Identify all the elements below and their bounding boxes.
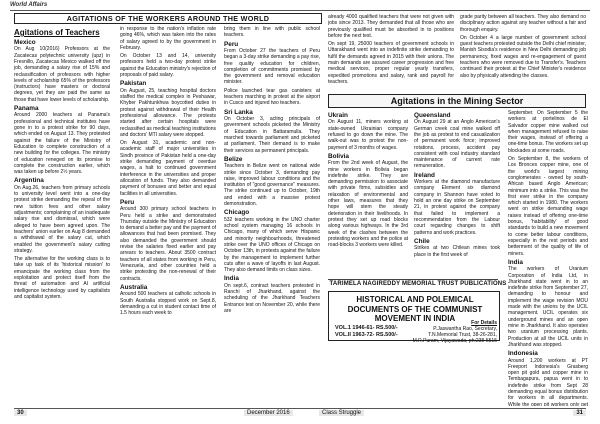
ad-title: HISTORICAL AND POLEMICAL DOCUMENTS OF THE COMMUNIST MOVEMENT IN INDIA: [347, 295, 483, 323]
ad-contact-addr1: T.N.Memorial Trust, 38-26-281,: [428, 332, 497, 338]
page-number-left: 30: [14, 410, 27, 416]
article-paragraph: Teachers in Belize went on national wide strike since October 3, demanding pay raise, improved labour conditions and the institution of "good governance" measures. The strike continued up to October, 19th and ended with a massive protest demonstration.: [224, 163, 320, 208]
ad-vol-1: VOL.1 1946-61- RS.500/-: [335, 325, 398, 331]
article-heading: Indonesia: [508, 350, 538, 358]
divider: [328, 279, 498, 280]
article-heading: Agitations of Teachers: [14, 28, 100, 37]
article-paragraph: From the 2nd week of August, the mine workers in Bolivia began indefinite strike. They are demanding permission to associate with private firms, subsidies and relaxation of environmental and other laws, measures that they hope will stem the steady deterioration in their livelihoods. In protest they set up road blocks along various highways. In the 3rd week of the clashes between the protesting workers and the police at road-blocks 3 workers were killed.: [328, 160, 408, 249]
article-paragraph: grade parity between all teachers. They also demand no disciplinary action against any teacher without a fair and thorough enquiry.: [460, 14, 586, 33]
column-6: [328, 110, 408, 280]
column-3: [224, 26, 320, 406]
article-heading: Sri Lanka: [224, 108, 253, 116]
article-paragraph: On October 4 a large number of government school guest teachers protested outside the Delhi chief minister, Manish Sisodia's residence in New Delhi demanding job permanency, fixed wages and re-engagement of guest teachers who were removed due to Transfer's. Teachers continued their protest at the Chief Minister's residence also by physically attending the classes.: [460, 34, 586, 79]
article-heading: India: [508, 258, 523, 266]
article-paragraph: On September 8, the workers of Los Bronces copper mine, one of the world's largest mining conglomerates - owned by south-African based Anglo American; minimum into a strike. This was the first ever strike in the company which started in 1980. The workers went on strike demanding wage raises instead of offering one-time bonus, 'habitability' of good standards to build a new movement to come better labour conditions, especially in the rest periods and betterment of the quality of life of miners.: [508, 156, 588, 257]
ad-vol-2: VOL.II 1963-72- RS.500/-: [335, 332, 398, 338]
article-heading: Peru: [120, 198, 135, 206]
article-paragraph: On October 3, acting principals of government schools picketed the Ministry of Education in Battaramulla. They marched towards parliament and picketed at parliament. Their demand is to make their services as permanent principals.: [224, 116, 320, 154]
mining-banner: Agitations in the Mining Sector: [328, 94, 586, 108]
article-heading: Argentina: [14, 177, 44, 185]
article-paragraph: Around 2000 teachers at Panama's professional and technical institutes have gone in to a protest strike for 90 days, which ended on August 13. They protested against the failure of the Ministry of Education to complete construction of a new building for the colleges. The ministry of education reneged on its promise to complete the construction earlier, which was taken up before 2½ years.: [14, 112, 110, 176]
article-paragraph: On Aug 10(2016) Professors at the Zacatecas polytechnic university (upz) in Fresnillo, Zacatecas Mexico walked off the job, demanding a salary rise of 15% and reclassification of professors with higher levels of scholarship 65% of the professors (instructors) have masters or doctoral degrees, yet they are paid the same as those that have lower levels of scholarship.: [14, 46, 110, 103]
article-paragraph: On sept 19, 25000 teachers of government schools in Uttarakhand went into an indefinite strike demanding to fulfil the demands agreed in 2015 with their unions. The main demands are assured career progression and free medical services, proper regular yearly transfers, expedited promotions and salary, rank and payroll for teachers.: [328, 41, 454, 85]
article-paragraph: Strikes at two Chilean mines took place in the first week of: [414, 245, 500, 258]
column-1: [14, 26, 110, 406]
issue-date: December 2016: [244, 410, 293, 416]
article-paragraph: On August 29 at an Anglo American's German creek coal mine walked off the job as protest to end casualization of permanent work force; improved rotations, process, accident pay consistent with coal industry standard maintenance of current rate remuneration.: [414, 119, 500, 170]
column-7: [414, 110, 500, 280]
article-paragraph: On sept.6, contract teachers protested in Ranchi of Jharkhand, against the scheduling of the Jharkhand Teachers Entrance test on November 20, while there are: [224, 282, 320, 315]
column-5: [460, 14, 586, 94]
article-heading: Chicago: [224, 209, 250, 217]
main-banner: AGITATIONS OF THE WORKERS AROUND THE WORLD: [14, 13, 322, 24]
article-heading: India: [224, 275, 239, 283]
article-paragraph: September. On September 5 the workers at portelinos de El Salvador copper mine walked out when management refused to raise their wages, instead of offering a one-time bonus. The workers set up blockades at some roads.: [508, 110, 588, 154]
article-paragraph: Workers at the diamond manufacture company Element six diamond company in Shannon have voted to hold an one day strike on September 21, in protest against the company that failed to implement a recommendation from the Labour court regarding changes to shift patterns and work practices.: [414, 179, 500, 236]
article-heading: Bolivia: [328, 152, 349, 160]
article-paragraph: On August, 25, teaching hospital doctors staffed the medical complex in Peshawar, Khyber Pakhtunkhwa boycotted duties in protest against withdrawal of their Health professional allowance. The protests started after certain hospitals were reclassified as medical teaching institutions and doctors' MTI salary were stopped.: [120, 87, 216, 138]
article-heading: Panama: [14, 105, 39, 113]
top-rule: [10, 10, 590, 11]
ad-contact-addr2: M.R.Puram, Vijayawada, ph:238-5515: [412, 338, 497, 344]
ad-contact: [411, 320, 497, 344]
article-paragraph: already 4000 qualified teachers that were not given with jobs since 2013. They demanded that all those who are previously qualified must be absorbed in to positions before the next test.: [328, 14, 454, 39]
column-2: [120, 26, 216, 406]
section-label: World Affairs: [10, 2, 48, 8]
article-paragraph: Around 1,200 workers at PT Freeport Indonesia's Grasberg open pit gold and copper mine in Tembagapura, papua went in to indefinite strike from Sept 28 demanding equal bonus distribution for workers in all departments. While the open pit workers only get: [508, 357, 588, 406]
article-heading: Peru: [224, 40, 239, 48]
article-heading: Ireland: [414, 171, 435, 179]
column-8: [508, 110, 588, 406]
article-paragraph: On August 11, miners working at state-owned Ukrainian company refused to go down the mine. The walk-out was to protest the non-payment of 3 months of wages.: [328, 119, 408, 151]
article-paragraph: On October 13 and 14, university professors held a two-day protest strike against the Education ministry's rejection of proposals of paid salary.: [120, 53, 216, 79]
article-heading: Mexico: [14, 39, 36, 46]
article-paragraph: On August 31, academic and non-academic staff of major universities in Sindh province of Pakistan held a one-day strike demanding payment of overdue wages, a halt to continued government interference in the universities and proper allocation of funds. They also demanded payment of bonuses and better and equal facilities in all universities.: [120, 140, 216, 197]
article-paragraph: Around 500 teachers at catholic schools in South Australia stopped work on Sept.8, demanding a cut in student contact time of 1.5 hours each week to: [120, 291, 216, 317]
article-heading: Ukrain: [328, 112, 348, 119]
article-paragraph: 532 teachers working in the UNO charter school system managing 16 schools in Chicago, many of which serve Hispanic and minority neighbourhoods, threatened strike over the UNO offices of Chicago on October 13th, in protests against the failure by the management to implement further cuts after a wave of layoffs in last August. They also demand limits on class sizes.: [224, 216, 320, 274]
article-paragraph: in response to the nation's inflation rate going 46%, which was taken into the rates of salary agreed to by the government in February.: [120, 26, 216, 51]
ad-contact-name: P.Jaswantha Rao, Secretary,: [433, 326, 497, 332]
article-paragraph: Police launched tear gas canisters at teachers marching in protest at the airport in Cusco and injured two teachers.: [224, 87, 320, 107]
column-4: [328, 14, 454, 94]
ad-volumes: [335, 325, 398, 339]
article-heading: Belize: [224, 155, 243, 163]
article-paragraph: From October 27 the teachers of Peru began a 3-day strike demanding a pay rise, free quality education for children, completion of commitments promised by the government and removal education minister.: [224, 48, 320, 86]
page-number-right: 31: [573, 410, 586, 416]
article-heading: Australia: [120, 283, 148, 291]
ad-for-details: For Details: [471, 320, 497, 326]
article-heading: Pakistan: [120, 80, 147, 88]
page-footer: [14, 408, 586, 417]
article-paragraph: bring them in line with public school teachers.: [224, 26, 320, 39]
trust-publications-heading: TARIMELA NAGIREDDY MEMORIAL TRUST PUBLICATIONS: [329, 281, 507, 287]
publication-ad: [328, 291, 500, 344]
article-paragraph: On Aug.26, teachers from primary schools to university level went into a one-day protest strike demanding the repeal of the new tuition fees and other salary adjustments; complaining of an inadequate salary rise and dismissal, which were alleged to have been agreed upon. The teachers' union earlier on Aug 8 demanded a withdrawal of the salary cut, which enabled the government's salary cutting strategy.: [14, 184, 110, 254]
article-heading: Queensland: [414, 112, 451, 119]
article-paragraph: The workers of Uranium Corporation of India Ltd, in Jharkhand state went in to an indefinite strike from September 27, demanding to honour and implement the wage revision MOU made with the unions by the UCIL management. UCIL operates six underground mines and an open mine in Jharkhand. It also operates two uranium processing plants. Production at all the UCIL units in Jharkhand was stopped.: [508, 266, 588, 348]
article-paragraph: The alternative for the working class is to take up task of its 'historical mission' to emancipate the working class from the exploitation and protect itself from the threat of automation and AI artificial intelligence technology used by capitalists and capitalist system.: [14, 256, 110, 300]
article-paragraph: Around 300 primary school teachers in Peru held a strike and demonstrated Thursday outside the Ministry of Education to demand a better pay and the payment of allowances that had been promised. They also demanded the government should revise the salaries fixed earlier and pay arrears to teachers. About 3500 contract teachers of all states from working in Peru, Venezuela, and other countries held a strike protesting the non-renewal of their contracts.: [120, 206, 216, 282]
article-heading: Chile: [414, 237, 430, 245]
publication-name: Class Struggle: [319, 410, 364, 416]
